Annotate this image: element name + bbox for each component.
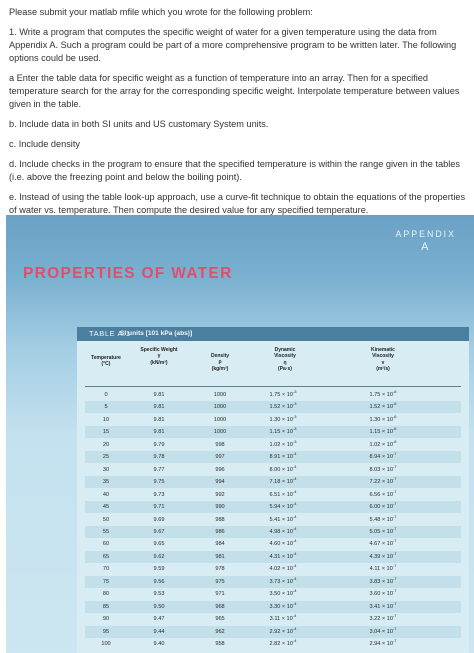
table-row (85, 401, 461, 413)
cell-temperature: 25 (102, 454, 110, 461)
cell-dynamic-viscosity: $1.02 \times 10^{-3}$ (269, 438, 297, 448)
cell-kinematic-viscosity: $4.67 \times 10^{-7}$ (369, 538, 397, 548)
cell-dynamic-viscosity: $4.60 \times 10^{-4}$ (269, 538, 297, 548)
table-row (85, 476, 461, 488)
cell-kinematic-viscosity: $3.83 \times 10^{-7}$ (369, 575, 397, 585)
section-title: PROPERTIES OF WATER (23, 265, 233, 282)
table-row (85, 576, 461, 588)
cell-specific-weight: 9.59 (153, 566, 165, 573)
cell-density: 978 (215, 566, 225, 573)
cell-kinematic-viscosity: $6.56 \times 10^{-7}$ (369, 488, 397, 498)
cell-specific-weight: 9.81 (153, 429, 165, 436)
cell-kinematic-viscosity: $8.03 \times 10^{-7}$ (369, 463, 397, 473)
cell-temperature: 20 (102, 441, 110, 448)
col-head-dynamic-viscosity: Dynamic Viscosity η (Pa·s) (274, 347, 296, 372)
header-rule (85, 386, 461, 387)
cell-kinematic-viscosity: $6.00 \times 10^{-7}$ (369, 501, 397, 511)
cell-density: 958 (215, 641, 225, 647)
cell-specific-weight: 9.71 (153, 504, 165, 511)
cell-temperature: 65 (102, 553, 110, 560)
cell-dynamic-viscosity: $6.51 \times 10^{-4}$ (269, 488, 297, 498)
cell-specific-weight: 9.75 (153, 479, 165, 486)
cell-density: 971 (215, 591, 225, 598)
cell-temperature: 55 (102, 528, 110, 535)
table-row (85, 588, 461, 600)
cell-specific-weight: 9.77 (153, 466, 165, 473)
cell-temperature: 75 (102, 578, 110, 585)
cell-specific-weight: 9.53 (153, 591, 165, 598)
cell-specific-weight: 9.78 (153, 454, 165, 461)
cell-temperature: 60 (102, 541, 110, 548)
water-properties-table (77, 341, 469, 653)
appendix-label (396, 228, 457, 254)
cell-dynamic-viscosity: $4.31 \times 10^{-4}$ (269, 550, 297, 560)
cell-kinematic-viscosity: $4.39 \times 10^{-7}$ (369, 550, 397, 560)
cell-temperature: 95 (102, 628, 110, 635)
cell-density: 988 (215, 516, 225, 523)
item-c-text: c. Include density (9, 139, 80, 149)
table-units: SI units [101 kPa (abs)] (120, 330, 193, 337)
table-row (85, 526, 461, 538)
cell-kinematic-viscosity: $7.22 \times 10^{-7}$ (369, 476, 397, 486)
cell-temperature: 35 (102, 479, 110, 486)
cell-dynamic-viscosity: $8.91 \times 10^{-4}$ (269, 451, 297, 461)
cell-temperature: 15 (102, 429, 110, 436)
cell-kinematic-viscosity: $1.15 \times 10^{-6}$ (369, 426, 397, 436)
item-e-text: e. Instead of using the table look-up approach, use a curve-fit technique to obtain the equations of the properties of water vs. temperature. Then compute the desired value for any specified temperature. (9, 192, 466, 215)
table-name: TABLE A.1 (89, 329, 131, 338)
cell-specific-weight: 9.47 (153, 616, 165, 623)
cell-kinematic-viscosity: $3.41 \times 10^{-7}$ (369, 600, 397, 610)
cell-temperature: 30 (102, 466, 110, 473)
table-row (85, 389, 461, 401)
cell-kinematic-viscosity: $1.02 \times 10^{-6}$ (369, 438, 397, 448)
cell-kinematic-viscosity: $1.75 \times 10^{-6}$ (369, 389, 397, 398)
cell-kinematic-viscosity: $5.48 \times 10^{-7}$ (369, 513, 397, 523)
cell-specific-weight: 9.81 (153, 392, 165, 398)
item-a-text: a Enter the table data for specific weight as a function of temperature into an array. Then for a specified temperature search for the array for the corresponding specific weight. Interpolate temperature between values given in the table. (9, 73, 460, 109)
cell-specific-weight: 9.69 (153, 516, 165, 523)
cell-kinematic-viscosity: $3.22 \times 10^{-7}$ (369, 613, 397, 623)
cell-density: 975 (215, 578, 225, 585)
cell-specific-weight: 9.73 (153, 491, 165, 498)
cell-temperature: 10 (102, 416, 110, 423)
cell-kinematic-viscosity: $8.94 \times 10^{-7}$ (369, 451, 397, 461)
cell-specific-weight: 9.81 (153, 404, 165, 411)
cell-kinematic-viscosity: $3.04 \times 10^{-7}$ (369, 625, 397, 635)
cell-density: 998 (215, 441, 225, 448)
table-header-bar (77, 327, 469, 341)
cell-temperature: 70 (102, 566, 110, 573)
cell-specific-weight: 9.50 (153, 603, 165, 610)
cell-temperature: 90 (102, 616, 110, 623)
table-row (85, 538, 461, 550)
table-row (85, 626, 461, 638)
cell-density: 1000 (213, 416, 227, 423)
cell-kinematic-viscosity: $5.05 \times 10^{-7}$ (369, 526, 397, 535)
cell-temperature: 100 (101, 641, 111, 647)
problem-statement (9, 6, 467, 224)
cell-density: 965 (215, 616, 225, 623)
cell-dynamic-viscosity: $3.30 \times 10^{-4}$ (269, 600, 297, 610)
table-row (85, 601, 461, 613)
cell-dynamic-viscosity: $1.75 \times 10^{-3}$ (269, 389, 297, 398)
cell-specific-weight: 9.56 (153, 578, 165, 585)
cell-kinematic-viscosity: $2.94 \times 10^{-7}$ (369, 638, 397, 647)
cell-temperature: 85 (102, 603, 110, 610)
cell-temperature: 50 (102, 516, 110, 523)
item-d-text: d. Include checks in the program to ensure that the specified temperature is within the range given in the tables (i.e. above the freezing point and below the boiling point). (9, 159, 460, 182)
cell-dynamic-viscosity: $1.52 \times 10^{-3}$ (269, 401, 297, 411)
cell-dynamic-viscosity: $2.92 \times 10^{-4}$ (269, 625, 297, 635)
appendix-word: APPENDIX (395, 229, 456, 239)
cell-kinematic-viscosity: $3.60 \times 10^{-7}$ (369, 588, 397, 598)
cell-density: 992 (215, 491, 225, 498)
item-1-text: 1. Write a program that computes the specific weight of water for a given temperature using the data from Appendix A. Such a program could be part of a more comprehensive program to be written later. The following options could be used. (9, 27, 457, 63)
item-b-text: b. Include data in both SI units and US customary System units. (9, 119, 269, 129)
cell-density: 968 (215, 603, 225, 610)
cell-temperature: 80 (102, 591, 110, 598)
cell-dynamic-viscosity: $3.50 \times 10^{-4}$ (269, 588, 297, 598)
cell-temperature: 45 (102, 504, 110, 511)
table-row (85, 613, 461, 625)
col-head-density: Density ρ (kg/m³) (210, 353, 230, 372)
col-head-temperature: Temperature (°C) (91, 355, 121, 368)
cell-specific-weight: 9.65 (153, 541, 165, 548)
cell-kinematic-viscosity: $4.11 \times 10^{-7}$ (369, 563, 397, 573)
table-row (85, 563, 461, 575)
table-row (85, 501, 461, 513)
cell-specific-weight: 9.44 (153, 628, 165, 635)
col-head-specific-weight: Specific Weight γ (kN/m³) (140, 347, 178, 366)
cell-kinematic-viscosity: $1.52 \times 10^{-6}$ (369, 401, 397, 411)
table-row (85, 464, 461, 476)
table-row (85, 414, 461, 426)
cell-temperature: 0 (104, 392, 108, 398)
cell-dynamic-viscosity: $7.18 \times 10^{-4}$ (269, 476, 297, 486)
cell-dynamic-viscosity: $2.82 \times 10^{-4}$ (269, 638, 297, 647)
col-head-kinematic-viscosity: Kinematic Viscosity ν (m²/s) (371, 347, 395, 372)
cell-dynamic-viscosity: $4.02 \times 10^{-4}$ (269, 563, 297, 573)
cell-density: 997 (215, 454, 225, 461)
table-row (85, 439, 461, 451)
cell-density: 962 (215, 628, 225, 635)
intro-text: Please submit your matlab mfile which you wrote for the following problem: (9, 7, 313, 17)
cell-specific-weight: 9.40 (153, 641, 165, 647)
cell-dynamic-viscosity: $3.73 \times 10^{-4}$ (269, 575, 297, 585)
cell-specific-weight: 9.62 (153, 553, 165, 560)
cell-density: 981 (215, 553, 225, 560)
table-row (85, 551, 461, 563)
cell-density: 1000 (213, 392, 227, 398)
cell-dynamic-viscosity: $1.30 \times 10^{-3}$ (269, 414, 297, 423)
cell-specific-weight: 9.67 (153, 528, 165, 535)
cell-density: 1000 (213, 404, 227, 411)
cell-density: 990 (215, 504, 225, 511)
table-row (85, 426, 461, 438)
cell-dynamic-viscosity: $8.00 \times 10^{-4}$ (269, 463, 297, 473)
cell-specific-weight: 9.79 (153, 441, 165, 448)
cell-density: 994 (215, 479, 225, 486)
cell-density: 996 (215, 466, 225, 473)
cell-density: 1000 (213, 429, 227, 436)
appendix-letter: A (421, 241, 431, 253)
cell-dynamic-viscosity: $1.15 \times 10^{-3}$ (269, 426, 297, 436)
cell-dynamic-viscosity: $4.98 \times 10^{-4}$ (269, 526, 297, 535)
table-row (85, 489, 461, 501)
table-row (85, 638, 461, 650)
cell-dynamic-viscosity: $5.94 \times 10^{-4}$ (269, 501, 297, 511)
table-row (85, 451, 461, 463)
cell-density: 984 (215, 541, 225, 548)
cell-temperature: 40 (102, 491, 110, 498)
cell-specific-weight: 9.81 (153, 416, 165, 423)
textbook-photo (6, 215, 474, 653)
cell-dynamic-viscosity: $3.11 \times 10^{-4}$ (269, 613, 297, 623)
cell-temperature: 5 (104, 404, 108, 411)
table-row (85, 514, 461, 526)
cell-density: 986 (215, 528, 225, 535)
cell-dynamic-viscosity: $5.41 \times 10^{-4}$ (269, 513, 297, 523)
cell-kinematic-viscosity: $1.30 \times 10^{-6}$ (369, 414, 397, 423)
